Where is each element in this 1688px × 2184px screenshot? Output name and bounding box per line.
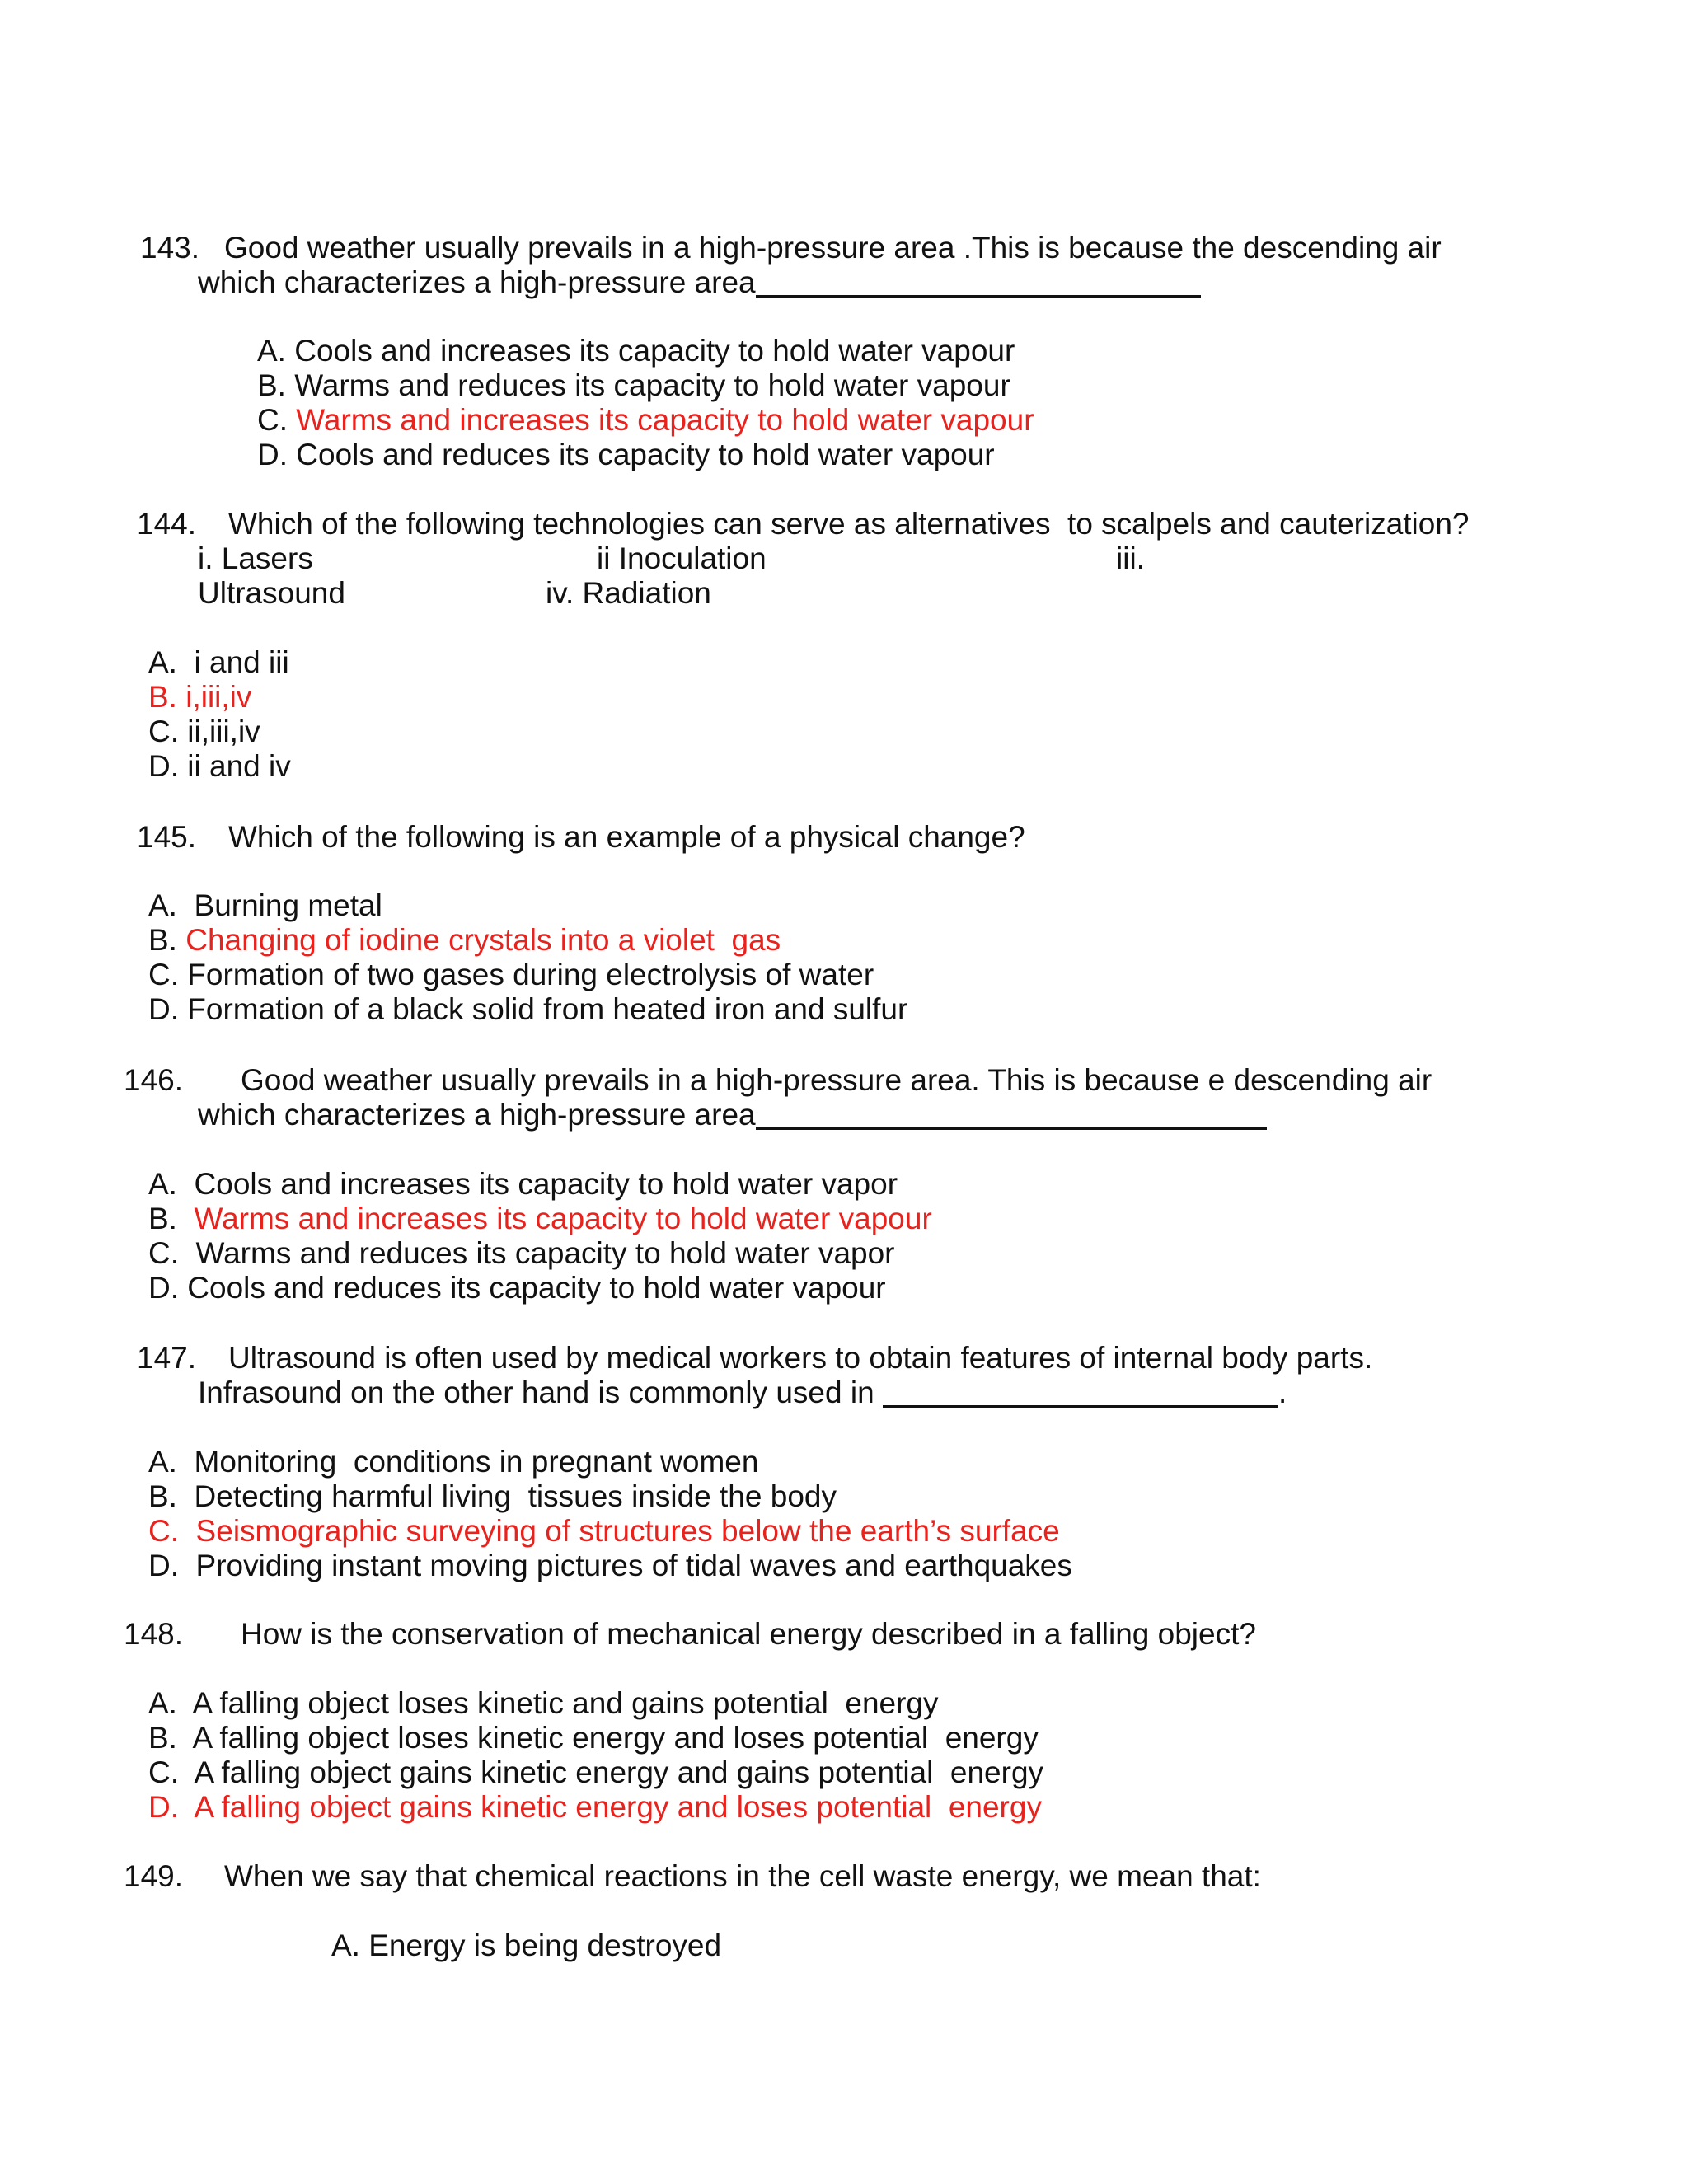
option-a: A. Monitoring conditions in pregnant women: [148, 1445, 759, 1479]
option-d: D. Cools and reduces its capacity to hold water vapour: [257, 438, 995, 471]
option-c: C. Warms and increases its capacity to hold water vapour: [257, 403, 1034, 437]
option-b: B. A falling object loses kinetic energy and loses potential energy: [148, 1721, 1039, 1755]
option-a: A. Burning metal: [148, 888, 382, 922]
question-text: Good weather usually prevails in a high-pressure area. This is because e descending air: [241, 1063, 1432, 1097]
question-text: Good weather usually prevails in a high-pressure area .This is because the descending air: [224, 231, 1442, 265]
question-text-continued: which characterizes a high-pressure area: [198, 1098, 1267, 1132]
option-d: D. Formation of a black solid from heated iron and sulfur: [148, 992, 908, 1026]
question-text: How is the conservation of mechanical energy described in a falling object?: [241, 1617, 1256, 1651]
option-d-correct: D. A falling object gains kinetic energy and loses potential energy: [148, 1790, 1042, 1824]
option-c-correct: C. Seismographic surveying of structures below the earth’s surface: [148, 1514, 1060, 1548]
option-a: A. Energy is being destroyed: [331, 1929, 722, 1962]
correct-answer: Warms and increases its capacity to hold water vapour: [194, 1202, 932, 1235]
question-text: Which of the following technologies can serve as alternatives to scalpels and cauterization?: [228, 507, 1470, 541]
question-text-continued: Infrasound on the other hand is commonly used in .: [198, 1376, 1287, 1409]
option-c: C. A falling object gains kinetic energy and gains potential energy: [148, 1755, 1044, 1789]
option-d: D. ii and iv: [148, 749, 291, 783]
question-text: When we say that chemical reactions in the cell waste energy, we mean that:: [224, 1859, 1261, 1893]
option-a: A. A falling object loses kinetic and gains potential energy: [148, 1686, 939, 1720]
option-b-correct: B. i,iii,iv: [148, 680, 252, 714]
item-iii-number: iii.: [1116, 541, 1145, 575]
option-d: D. Providing instant moving pictures of tidal waves and earthquakes: [148, 1549, 1072, 1582]
item-ii: ii Inoculation: [597, 541, 767, 575]
answer-blank: [756, 267, 1201, 298]
question-number: 147.: [137, 1341, 197, 1375]
answer-blank: [883, 1377, 1278, 1408]
option-b: B. Warms and increases its capacity to hold water vapour: [148, 1202, 932, 1235]
question-text: Ultrasound is often used by medical workers to obtain features of internal body parts.: [228, 1341, 1373, 1375]
option-b: B. Changing of iodine crystals into a violet gas: [148, 923, 781, 957]
option-c: C. Formation of two gases during electrolysis of water: [148, 958, 874, 991]
option-a: A. i and iii: [148, 645, 289, 679]
item-iv: iv. Radiation: [546, 576, 711, 610]
question-text-continued: which characterizes a high-pressure area: [198, 265, 1201, 300]
option-b: B. Detecting harmful living tissues inside the body: [148, 1479, 837, 1513]
item-i: i. Lasers: [198, 541, 313, 575]
option-a: A. Cools and increases its capacity to hold water vapor: [148, 1167, 898, 1201]
correct-answer: Warms and increases its capacity to hold water vapour: [296, 403, 1034, 437]
question-text: Which of the following is an example of a physical change?: [228, 820, 1025, 854]
item-iii-text: Ultrasound: [198, 576, 345, 610]
question-number: 149.: [124, 1859, 184, 1893]
question-number: 145.: [137, 820, 197, 854]
question-number: 146.: [124, 1063, 184, 1097]
question-number: 143.: [140, 231, 200, 265]
option-c: C. Warms and reduces its capacity to hold water vapor: [148, 1236, 895, 1270]
option-b: B. Warms and reduces its capacity to hold water vapour: [257, 368, 1010, 402]
option-a: A. Cools and increases its capacity to hold water vapour: [257, 334, 1015, 368]
option-c: C. ii,iii,iv: [148, 715, 260, 748]
answer-blank: [756, 1099, 1267, 1130]
correct-answer: Changing of iodine crystals into a violet gas: [185, 923, 781, 957]
option-d: D. Cools and reduces its capacity to hold water vapour: [148, 1271, 886, 1305]
question-number: 144.: [137, 507, 197, 541]
question-number: 148.: [124, 1617, 184, 1651]
